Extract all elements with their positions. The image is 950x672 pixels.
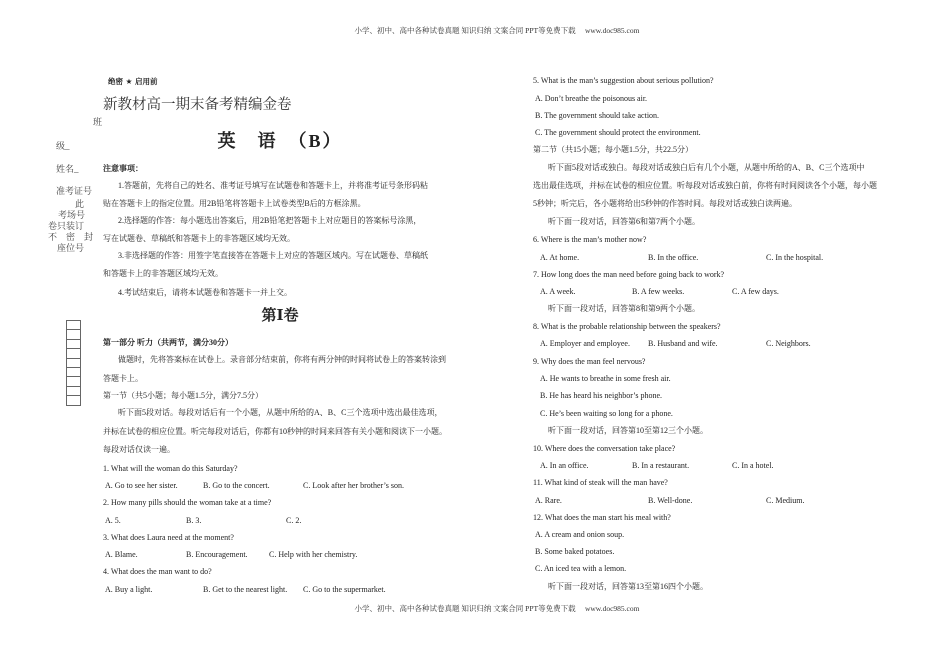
answer-option: C. Neighbors.: [766, 339, 811, 348]
side-label-seat: 座位号: [57, 243, 85, 253]
footer-banner: 小学、初中、高中各种试卷真题 知识归纳 文案合同 PPT等免费下载 www.doc985.com: [354, 604, 640, 613]
section1-heading: 第一节（共5小题；每小题1.5分，满分7.5分）: [103, 391, 263, 400]
listening-cue: 听下面一段对话，回答第10至第12三个小题。: [548, 426, 708, 435]
answer-option: C. In a hotel.: [732, 461, 774, 470]
question-text: 6. Where is the man’s mother now?: [533, 235, 647, 244]
instruction-line: 听下面5段对话或独白。每段对话或独白后有几个小题，从题中所给的A、B、C三个选项中: [548, 163, 865, 172]
question-text: 9. Why does the man feel nervous?: [533, 357, 646, 366]
question-text: 5. What is the man’s suggestion about serious pollution?: [533, 76, 714, 85]
answer-option: C. Help with her chemistry.: [269, 550, 358, 559]
listening-cue: 听下面一段对话，回答第8和第9两个小题。: [548, 304, 700, 313]
question-text: 12. What does the man start his meal with?: [533, 513, 671, 522]
answer-option: C. Look after her brother’s son.: [303, 481, 404, 490]
notice-line: 写在试题卷、草稿纸和答题卡上的非答题区域均无效。: [103, 234, 295, 243]
answer-option: C. In the hospital.: [766, 253, 824, 262]
answer-option: B. A few weeks.: [632, 287, 685, 296]
question-text: 10. Where does the conversation take place?: [533, 444, 676, 453]
answer-option: B. Some baked potatoes.: [535, 547, 615, 556]
answer-option: A. He wants to breathe in some fresh air.: [540, 374, 671, 383]
answer-option: A. Employer and employee.: [540, 339, 630, 348]
question-text: 11. What kind of steak will the man have?: [533, 478, 668, 487]
side-label-grade: 级_: [56, 141, 70, 151]
question-text: 4. What does the man want to do?: [103, 567, 212, 576]
answer-option: B. He has heard his neighbor’s phone.: [540, 391, 663, 400]
question-text: 1. What will the woman do this Saturday?: [103, 464, 238, 473]
answer-option: C. Go to the supermarket.: [303, 585, 386, 594]
answer-option: A. At home.: [540, 253, 580, 262]
instruction-line: 5秒钟；听完后，各小题将给出5秒钟的作答时间。每段对话或独白读两遍。: [533, 199, 797, 208]
part1-heading: 第一部分 听力（共两节，满分30分）: [103, 338, 233, 347]
side-label-exam-number: 准考证号: [56, 186, 93, 196]
instruction-line: 做题时，先将答案标在试卷上。录音部分结束前，你将有两分钟的时间将试卷上的答案转涂到: [118, 355, 446, 364]
instruction-line: 听下面5段对话。每段对话后有一个小题，从题中所给的A、B、C三个选项中选出最佳选项，: [118, 408, 443, 417]
question-text: 7. How long does the man need before going back to work?: [533, 270, 725, 279]
side-label-ci: 此: [75, 199, 85, 209]
answer-option: C. A few days.: [732, 287, 779, 296]
side-label-class: 班: [93, 117, 103, 127]
answer-option: A. A week.: [540, 287, 576, 296]
listening-cue: 听下面一段对话，回答第13至第16四个小题。: [548, 582, 708, 591]
answer-option: B. In a restaurant.: [632, 461, 690, 470]
side-label-not-sealed: 不 密 封: [48, 232, 94, 242]
instruction-line: 答题卡上。: [103, 374, 143, 383]
answer-option: B. The government should take action.: [535, 111, 660, 120]
notice-line: 1.答题前，先将自己的姓名、准考证号填写在试题卷和答题卡上，并将准考证号条形码粘: [118, 181, 428, 190]
answer-option: B. In the office.: [648, 253, 699, 262]
question-text: 2. How many pills should the woman take at a time?: [103, 498, 272, 507]
answer-option: B. Go to the concert.: [203, 481, 270, 490]
instruction-line: 并标在试卷的相应位置。听完每段对话后，你都有10秒钟的时间来回答有关小题和阅读下一小题。: [103, 427, 447, 436]
side-label-name: 姓名_: [56, 164, 79, 174]
answer-option: A. Blame.: [105, 550, 138, 559]
secret-label: 绝密 ★ 启用前: [108, 77, 158, 86]
answer-option: C. Medium.: [766, 496, 805, 505]
answer-option: B. Encouragement.: [186, 550, 248, 559]
answer-option: A. Buy a light.: [105, 585, 153, 594]
answer-option: B. 3.: [186, 516, 202, 525]
answer-option: A. A cream and onion soup.: [535, 530, 625, 539]
answer-option: A. In an office.: [540, 461, 589, 470]
notice-line: 3.非选择题的作答：用签字笔直接答在答题卡上对应的答题区域内。写在试题卷、草稿纸: [118, 251, 428, 260]
answer-option: C. 2.: [286, 516, 302, 525]
question-text: 3. What does Laura need at the moment?: [103, 533, 234, 542]
side-label-room: 考场号: [58, 210, 86, 220]
answer-option: B. Well-done.: [648, 496, 693, 505]
answer-option: B. Get to the nearest light.: [203, 585, 288, 594]
volume-title: 第Ⅰ卷: [261, 308, 299, 324]
notice-heading: 注意事项：: [103, 164, 143, 173]
side-label-seal-note: 卷只装订: [48, 221, 85, 231]
header-banner: 小学、初中、高中各种试卷真题 知识归纳 文案合同 PPT等免费下载 www.doc985.com: [354, 26, 640, 35]
answer-option: C. He’s been waiting so long for a phone.: [540, 409, 673, 418]
answer-option: A. 5.: [105, 516, 121, 525]
answer-option: A. Don’t breathe the poisonous air.: [535, 94, 648, 103]
answer-option: B. Husband and wife.: [648, 339, 718, 348]
subject-title: 英 语 （B）: [217, 131, 343, 151]
notice-line: 贴在答题卡上的指定位置。用2B铅笔将答题卡上试卷类型B后的方框涂黑。: [103, 199, 366, 208]
listening-cue: 听下面一段对话，回答第6和第7两个小题。: [548, 217, 700, 226]
question-text: 8. What is the probable relationship between the speakers?: [533, 322, 721, 331]
answer-option: A. Rare.: [535, 496, 562, 505]
instruction-line: 选出最佳选项，并标在试卷的相应位置。听每段对话或独白前，你将有时间阅读各个小题，每小题: [533, 181, 877, 190]
notice-line: 2.选择题的作答：每小题选出答案后，用2B铅笔把答题卡上对应题目的答案标号涂黑，: [118, 216, 422, 225]
seal-boxes: [66, 320, 81, 406]
notice-line: 4.考试结束后，请将本试题卷和答题卡一并上交。: [118, 288, 292, 297]
instruction-line: 每段对话仅读一遍。: [103, 445, 175, 454]
answer-option: A. Go to see her sister.: [105, 481, 178, 490]
section2-heading: 第二节（共15小题；每小题1.5分，共22.5分）: [533, 145, 693, 154]
series-title: 新教材高一期末备考精编金卷: [103, 97, 292, 113]
answer-option: C. The government should protect the environment.: [535, 128, 701, 137]
answer-option: C. An iced tea with a lemon.: [535, 564, 627, 573]
notice-line: 和答题卡上的非答题区域均无效。: [103, 269, 223, 278]
